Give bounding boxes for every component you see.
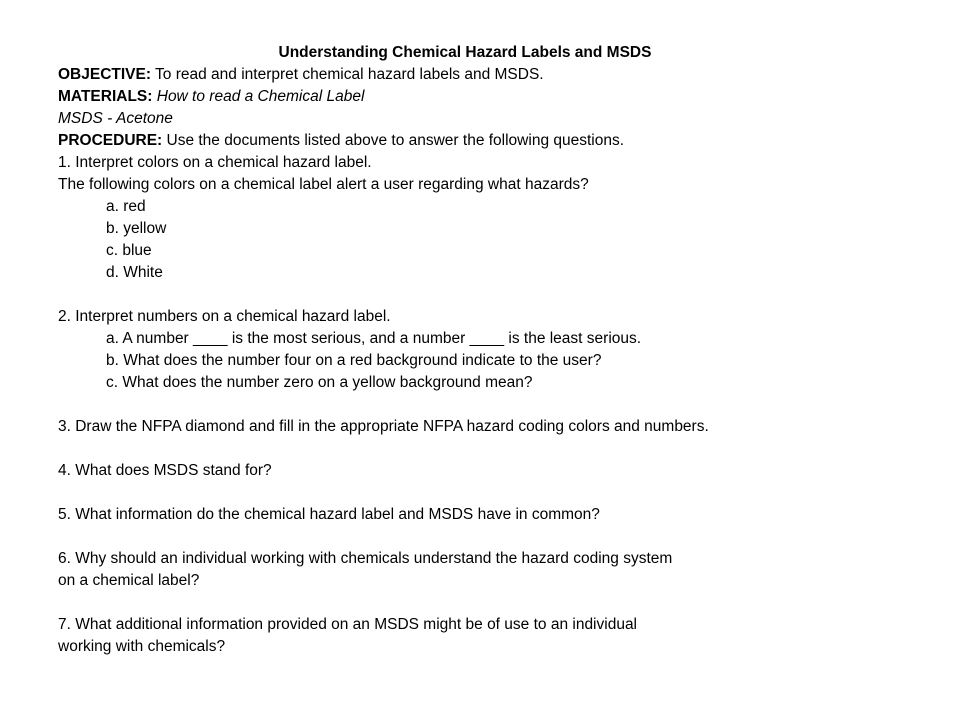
question-1-prompt: The following colors on a chemical label alert a user regarding what hazards? (58, 176, 589, 193)
procedure-line (58, 130, 938, 152)
spacer (58, 394, 938, 416)
question-6-line-1: 6. Why should an individual working with chemicals understand the hazard coding system (58, 550, 673, 567)
spacer (58, 526, 938, 548)
objective-label: OBJECTIVE: (58, 66, 152, 83)
question-1-item-a: a. red (106, 198, 146, 215)
spacer (58, 592, 938, 614)
question-7-line-1: 7. What additional information provided on an MSDS might be of use to an individual (58, 616, 638, 633)
question-5: 5. What information do the chemical hazard label and MSDS have in common? (58, 506, 600, 523)
question-2-item-a: a. A number ____ is the most serious, and a number ____ is the least serious. (106, 330, 642, 347)
objective-line (58, 64, 938, 86)
objective-text: To read and interpret chemical hazard labels and MSDS. (151, 66, 544, 83)
question-1-heading: 1. Interpret colors on a chemical hazard label. (58, 154, 372, 171)
question-3: 3. Draw the NFPA diamond and fill in the appropriate NFPA hazard coding colors and numbers. (58, 418, 709, 435)
spacer (58, 284, 938, 306)
materials-line (58, 86, 938, 108)
spacer (58, 438, 938, 460)
question-4: 4. What does MSDS stand for? (58, 462, 272, 479)
materials-item-1: How to read a Chemical Label (152, 88, 365, 105)
worksheet-title: Understanding Chemical Hazard Labels and MSDS (278, 44, 652, 61)
question-7-line-2: working with chemicals? (58, 638, 226, 655)
question-2-item-c: c. What does the number zero on a yellow background mean? (106, 374, 533, 391)
question-2-heading: 2. Interpret numbers on a chemical hazard label. (58, 308, 391, 325)
question-6-line-2: on a chemical label? (58, 572, 200, 589)
procedure-label: PROCEDURE: (58, 132, 163, 149)
materials-item-2: MSDS - Acetone (58, 110, 173, 127)
question-2-item-b: b. What does the number four on a red background indicate to the user? (106, 352, 602, 369)
question-1-item-b: b. yellow (106, 220, 167, 237)
worksheet (58, 42, 938, 658)
materials-label: MATERIALS: (58, 88, 153, 105)
question-1-item-d: d. White (106, 264, 163, 281)
question-1-item-c: c. blue (106, 242, 152, 259)
spacer (58, 482, 938, 504)
procedure-text: Use the documents listed above to answer the following questions. (162, 132, 625, 149)
